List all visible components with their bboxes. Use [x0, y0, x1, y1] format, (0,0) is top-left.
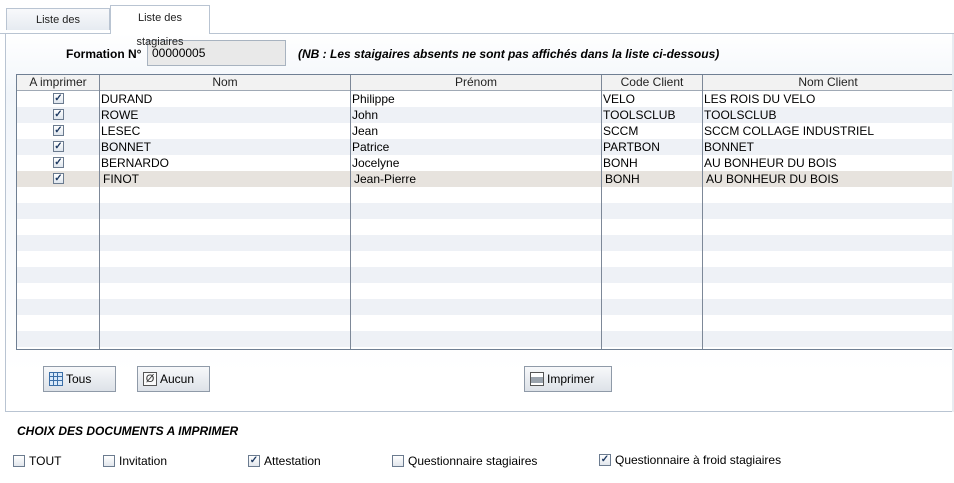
cell-prenom: Jocelyne — [352, 156, 400, 170]
formation-label: Formation N° — [66, 47, 142, 61]
row-print-checkbox[interactable]: ✓ — [54, 173, 63, 184]
printer-icon — [530, 372, 544, 386]
column-header-code-client[interactable]: Code Client — [620, 75, 684, 89]
cell-nom: ROWE — [101, 108, 139, 122]
cell-client: AU BONHEUR DU BOIS — [704, 156, 837, 170]
empty-table-row[interactable] — [17, 219, 954, 235]
documents-section-title: CHOIX DES DOCUMENTS A IMPRIMER — [17, 424, 239, 438]
row-print-checkbox[interactable]: ✓ — [54, 125, 63, 136]
cell-prenom: John — [352, 108, 379, 122]
tab-liste-stagiaires[interactable]: Liste des stagiaires — [110, 5, 210, 34]
table-row[interactable] — [17, 107, 954, 123]
checkbox-questionnaire-stagiaires[interactable] — [392, 455, 404, 467]
table-row[interactable] — [17, 155, 954, 171]
cell-nom: BONNET — [101, 140, 152, 154]
empty-set-icon: Ø — [143, 372, 157, 386]
column-header-a-imprimer[interactable]: A imprimer — [29, 75, 87, 89]
cell-client: BONNET — [704, 140, 755, 154]
empty-table-row[interactable] — [17, 203, 954, 219]
select-all-button[interactable]: Tous — [43, 366, 116, 392]
empty-table-row[interactable] — [17, 299, 954, 315]
checkbox-questionnaire-froid[interactable]: ✓ — [600, 454, 610, 465]
cell-code: SCCM — [603, 124, 639, 138]
formation-note: (NB : Les staigaires absents ne sont pas affichés dans la liste ci-dessous) — [298, 47, 720, 61]
column-divider — [350, 75, 351, 350]
row-print-checkbox[interactable]: ✓ — [54, 157, 63, 168]
cell-code: BONH — [603, 156, 638, 170]
empty-table-row[interactable] — [17, 315, 954, 331]
row-print-checkbox[interactable]: ✓ — [54, 141, 63, 152]
empty-table-row[interactable] — [17, 235, 954, 251]
row-print-checkbox[interactable]: ✓ — [54, 109, 63, 120]
empty-table-row[interactable] — [17, 267, 954, 283]
column-header-nom[interactable]: Nom — [212, 75, 238, 89]
table-row[interactable] — [17, 139, 954, 155]
option-label: Attestation — [264, 454, 321, 468]
print-button[interactable]: Imprimer — [524, 366, 612, 392]
tab-bar — [0, 0, 954, 48]
row-print-checkbox[interactable]: ✓ — [54, 93, 63, 104]
cell-nom: DURAND — [101, 92, 153, 106]
column-divider — [99, 75, 100, 350]
cell-nom: BERNARDO — [101, 156, 170, 170]
column-header-nom-client[interactable]: Nom Client — [798, 75, 858, 89]
select-none-button[interactable]: Ø Aucun — [137, 366, 210, 392]
empty-table-row[interactable] — [17, 283, 954, 299]
cell-code: TOOLSCLUB — [603, 108, 676, 122]
cell-client: AU BONHEUR DU BOIS — [706, 172, 839, 186]
cell-client: LES ROIS DU VELO — [704, 92, 816, 106]
option-label: Questionnaire à froid stagiaires — [615, 453, 782, 467]
empty-table-row[interactable] — [17, 251, 954, 267]
cell-nom: FINOT — [103, 172, 139, 186]
cell-prenom: Patrice — [352, 140, 390, 154]
cell-client: SCCM COLLAGE INDUSTRIEL — [704, 124, 875, 138]
checkbox-tout[interactable] — [13, 455, 25, 467]
grid-icon — [49, 372, 63, 386]
stagiaires-table[interactable] — [16, 74, 954, 350]
cell-code: PARTBON — [603, 140, 660, 154]
cell-client: TOOLSCLUB — [704, 108, 777, 122]
cell-code: VELO — [603, 92, 636, 106]
option-label: Questionnaire stagiaires — [408, 454, 538, 468]
table-row[interactable] — [17, 171, 954, 187]
cell-prenom: Philippe — [352, 92, 395, 106]
column-header-prenom[interactable]: Prénom — [454, 75, 498, 89]
stagiaires-panel — [5, 34, 954, 412]
checkbox-attestation[interactable]: ✓ — [249, 455, 259, 466]
column-divider — [702, 75, 703, 350]
table-header — [17, 75, 954, 91]
tab-liste-formations[interactable]: Liste des — [6, 8, 110, 30]
option-label: TOUT — [29, 454, 62, 468]
checkbox-invitation[interactable] — [103, 455, 115, 467]
table-row[interactable] — [17, 123, 954, 139]
cell-prenom: Jean — [352, 124, 379, 138]
empty-table-row[interactable] — [17, 331, 954, 347]
empty-table-row[interactable] — [17, 187, 954, 203]
option-label: Invitation — [119, 454, 168, 468]
table-body — [17, 91, 954, 347]
cell-code: BONH — [605, 172, 640, 186]
column-divider — [601, 75, 602, 350]
cell-nom: LESEC — [101, 124, 141, 138]
cell-prenom: Jean-Pierre — [354, 172, 417, 186]
table-row[interactable] — [17, 91, 954, 107]
